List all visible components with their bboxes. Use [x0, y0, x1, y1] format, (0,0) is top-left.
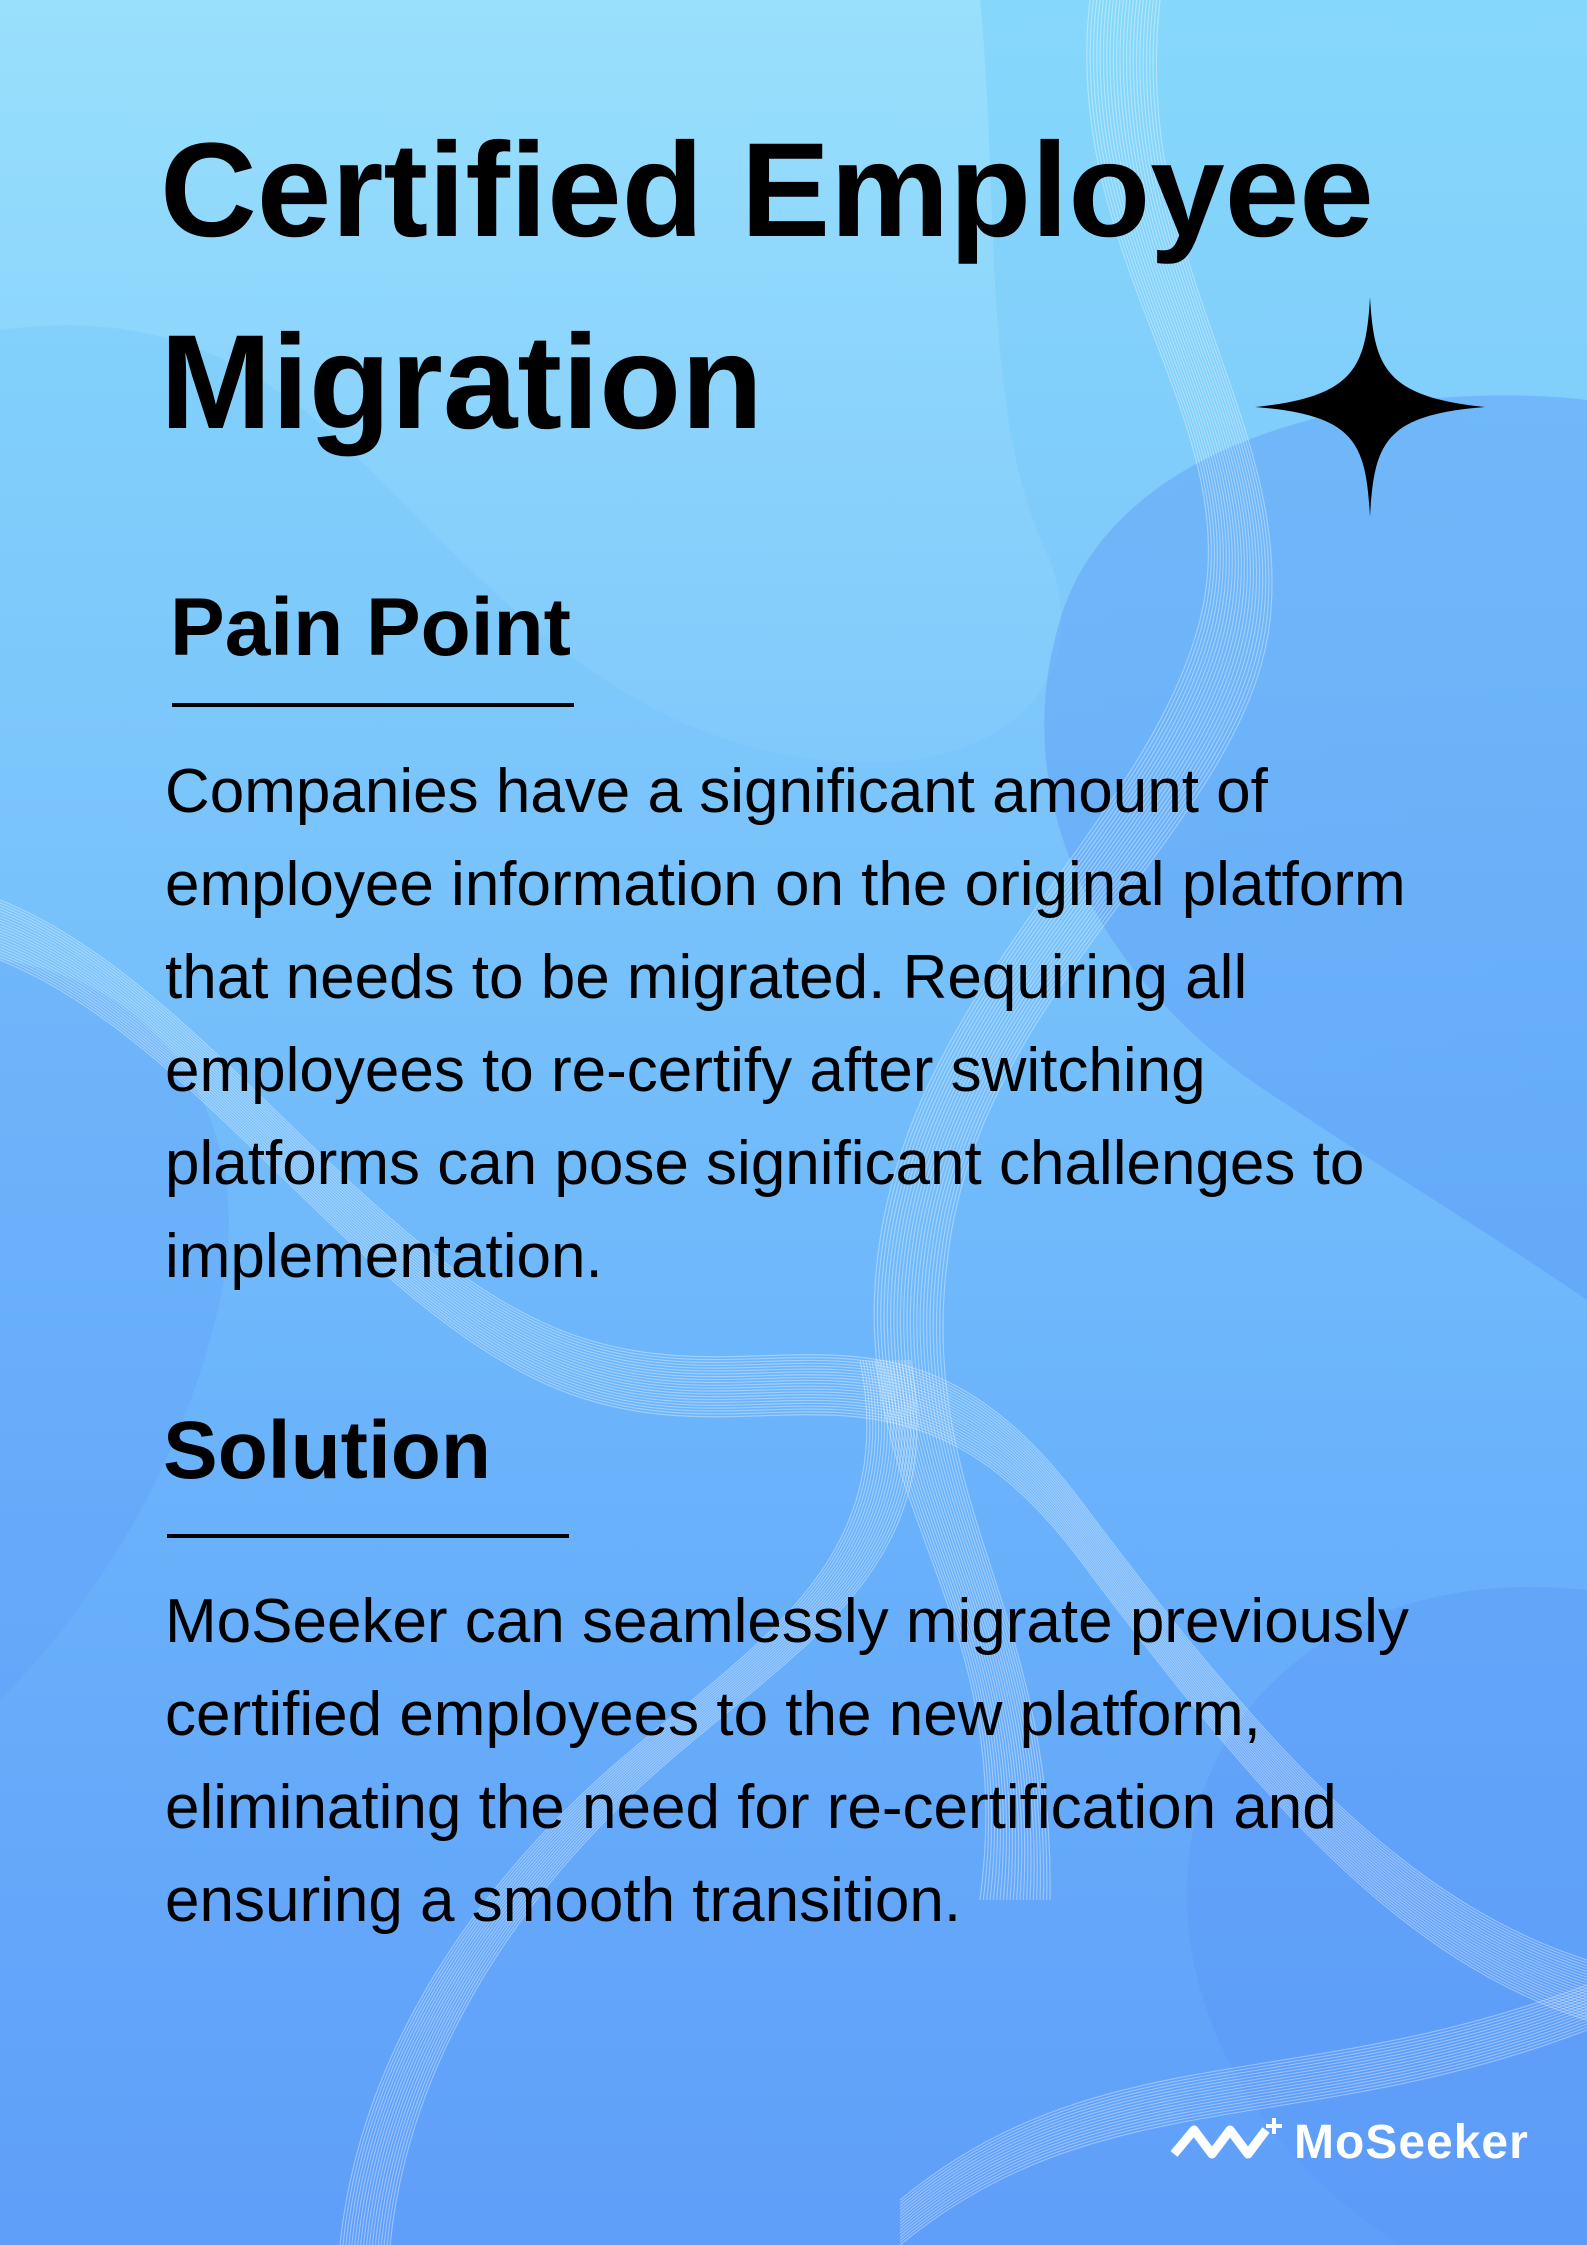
moseeker-logo-icon	[1168, 2114, 1286, 2170]
sparkle-icon	[1255, 297, 1485, 517]
solution-divider	[167, 1534, 569, 1538]
pain-point-divider	[172, 703, 574, 707]
pain-point-body: Companies have a significant amount of employee information on the original platform that needs to be migrated. Requiring all employees to re-certify after switching platforms can pose significant challenges to implementation.	[165, 757, 1406, 1291]
solution-heading: Solution	[163, 1405, 491, 1496]
brand-name: MoSeeker	[1294, 2115, 1529, 2169]
pain-point-heading: Pain Point	[170, 582, 571, 673]
page-title: Certified Employee Migration	[160, 116, 1374, 457]
solution-body: MoSeeker can seamlessly migrate previously certified employees to the new platform, eliminating the need for re-certification and ensuring a smooth transition.	[165, 1587, 1409, 1935]
brand-logo	[1168, 2112, 1529, 2172]
